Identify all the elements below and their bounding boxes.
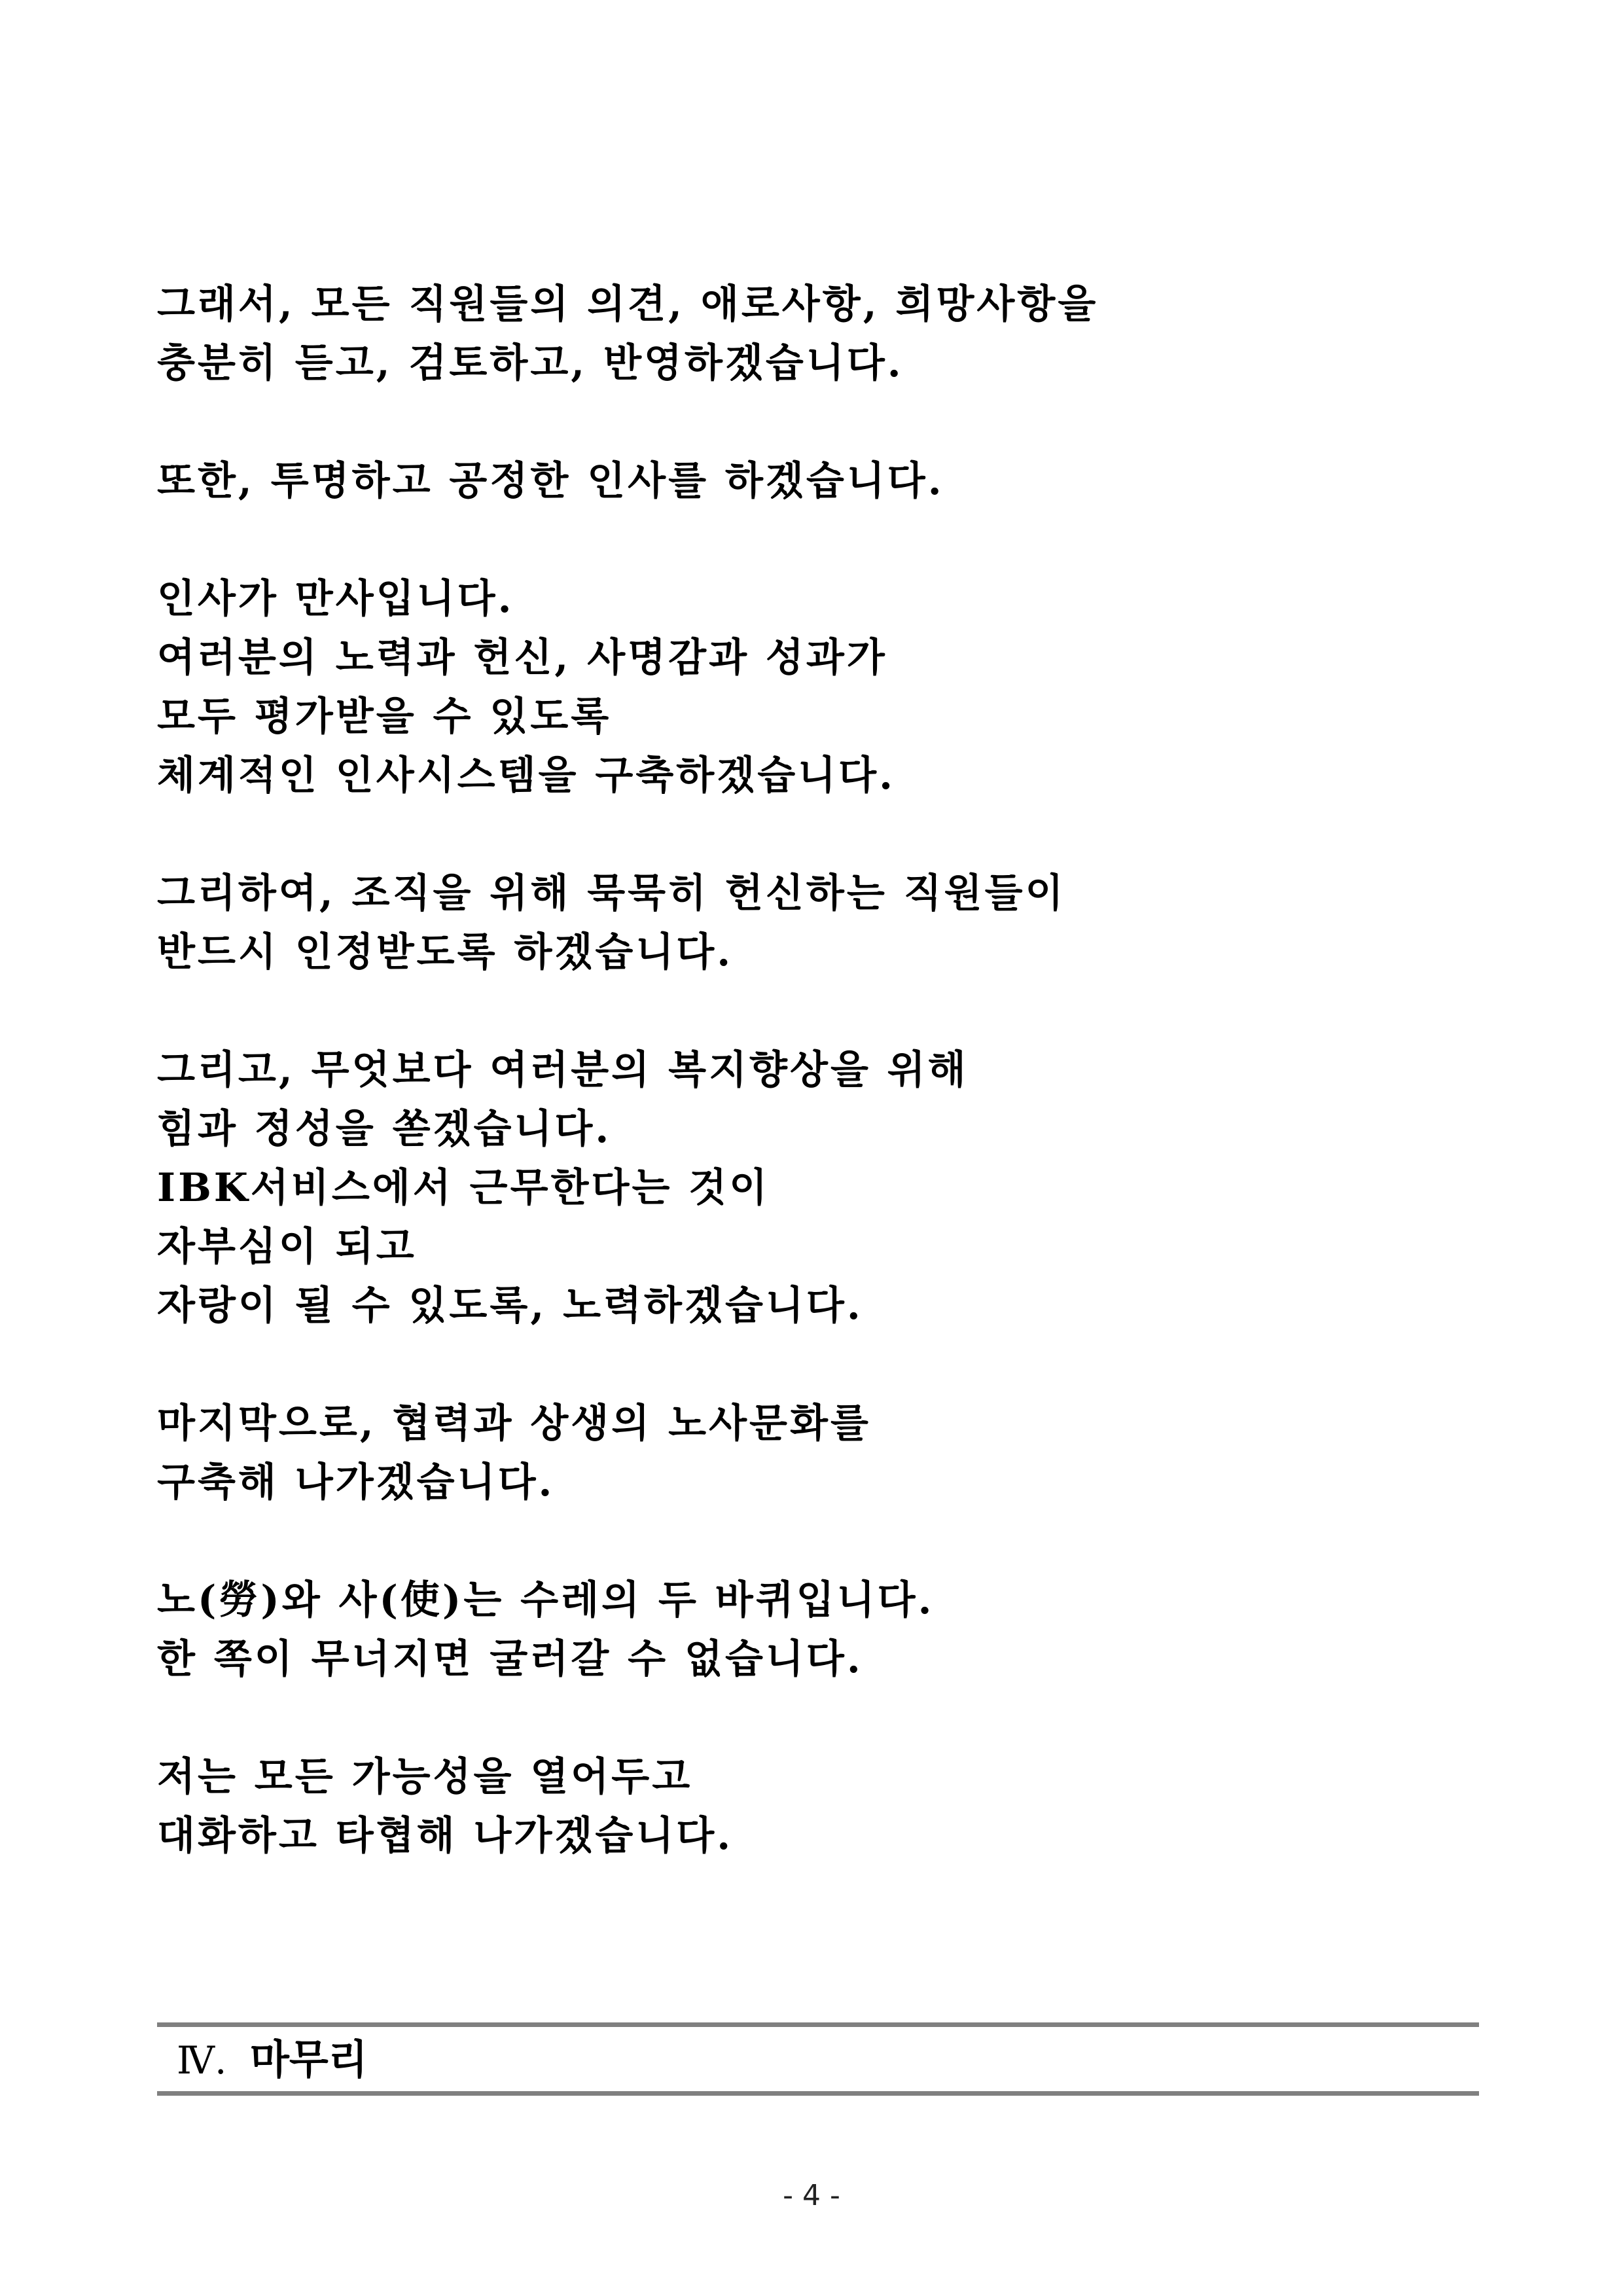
text-line: 모두 평가받을 수 있도록 — [157, 694, 612, 740]
paragraph — [157, 1041, 1466, 1335]
paragraph — [157, 864, 1466, 982]
text-line: 힘과 정성을 쏟겠습니다. — [157, 1106, 612, 1152]
paragraph — [157, 569, 1466, 805]
text-line: 또한, 투명하고 공정한 인사를 하겠습니다. — [157, 458, 944, 504]
paragraph — [157, 1571, 1466, 1689]
text-line: 반드시 인정받도록 하겠습니다. — [157, 929, 734, 975]
text-line: 한 쪽이 무너지면 굴러갈 수 없습니다. — [157, 1636, 863, 1682]
text-line: IBK서비스에서 근무한다는 것이 — [157, 1165, 770, 1211]
text-line: 그리고, 무엇보다 여러분의 복지향상을 위해 — [157, 1047, 969, 1093]
text-line: 그리하여, 조직을 위해 묵묵히 헌신하는 직원들이 — [157, 870, 1066, 916]
text-line: 마지막으로, 협력과 상생의 노사문화를 — [157, 1401, 871, 1446]
text-line: 인사가 만사입니다. — [157, 576, 514, 622]
section-title: 마무리 — [250, 2036, 368, 2083]
section-number: Ⅳ. — [177, 2038, 227, 2083]
text-line: 구축해 나가겠습니다. — [157, 1460, 555, 1505]
text-line: 그래서, 모든 직원들의 의견, 애로사항, 희망사항을 — [157, 281, 1099, 327]
section-heading — [157, 2022, 1479, 2096]
text-line: 자부심이 되고 — [157, 1224, 417, 1270]
text-line: 노(勞)와 사(使)는 수레의 두 바퀴입니다. — [157, 1577, 935, 1623]
text-line: 자랑이 될 수 있도록, 노력하겠습니다. — [157, 1283, 863, 1329]
paragraph — [157, 275, 1466, 393]
text-line: 저는 모든 가능성을 열어두고 — [157, 1754, 693, 1800]
text-line: 대화하고 타협해 나가겠습니다. — [157, 1813, 734, 1859]
text-line: 체계적인 인사시스템을 구축하겠습니다. — [157, 753, 895, 798]
text-line: 여러분의 노력과 헌신, 사명감과 성과가 — [157, 635, 887, 681]
paragraph — [157, 452, 1466, 511]
speech-body — [157, 275, 1466, 1924]
page-number: - 4 - — [783, 2179, 840, 2212]
paragraph — [157, 1394, 1466, 1512]
paragraph — [157, 1748, 1466, 1865]
text-line: 충분히 듣고, 검토하고, 반영하겠습니다. — [157, 340, 904, 386]
